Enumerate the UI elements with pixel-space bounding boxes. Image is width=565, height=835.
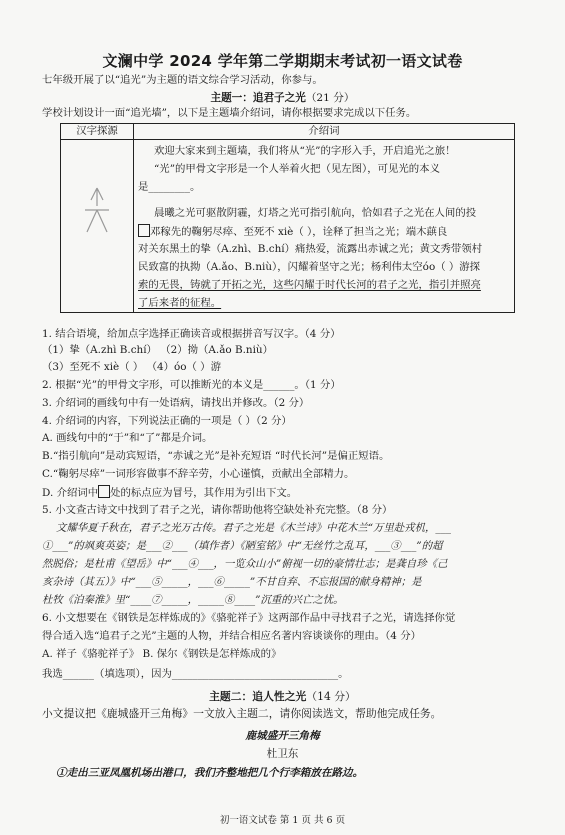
question-3: 3. 介绍词的画线句中有一处语病，请找出并修改。（2 分） [42,397,310,409]
question-4-option-d [42,485,297,500]
intro-line: 对关东黑土的挚（A.zhì、B.chí）痛热爱，流露出赤诚之光；黄文秀带领村 [138,243,483,255]
intro-text: 七年级开展了以“追光”为主题的语文综合学习活动，你参与。 [42,74,323,86]
exam-title: 文澜中学 2024 学年第二学期期末考试初一语文试卷 [102,52,463,70]
intro-line: 晨曦之光可驱散阴霾，灯塔之光可指引航向，恰如君子之光在人间的投 [154,207,477,219]
question-1-part-b: （3）至死不 xiè（ ） （4）óo（ ）游 [42,361,221,373]
question-4-option-a: A. 画线句中的“于”和“了”都是介词。 [42,432,213,444]
question-6-options: A. 祥子《骆驼祥子》 B. 保尔《钢铁是怎样炼成的》 [42,648,282,660]
table-header-origin: 汉字探源 [61,124,134,140]
article-author: 杜卫东 [266,748,299,760]
section2-score: （14 分） [306,690,356,703]
intro-line [138,224,447,239]
section1-heading [0,90,565,105]
intro-line: “光”的甲骨文字形是一个人举着火把（见左图），可见光的本义 [154,163,440,175]
section2-heading-text: 主题二：追人性之光 [209,690,307,703]
oracle-glyph-cell [61,140,134,313]
section1-desc: 学校计划设计一面“追光墙”，以下是主题墙介绍词，请你根据要求完成以下任务。 [42,107,417,119]
option-d-prefix: D. 介绍词中 [42,487,99,499]
question-5-line: 然脱俗；是杜甫《望岳》中“___④___，一览众山小”俯视一切的豪情壮志；是龚自珍《己 [42,558,448,570]
blank-box [98,485,110,498]
section1-score: （21 分） [305,92,355,104]
blank-box [138,224,150,237]
question-5-line: 亥杂诗（其五）》中“___⑤_____，___⑥_____”不甘自弃、不忘报国的献身精神；是 [42,576,422,588]
question-5-line: 杜牧《泊秦淮》里“____⑦_____，_____⑧____”沉重的兴亡之忧。 [42,594,344,606]
question-5: 5. 小文查古诗文中找到了君子之光，请你帮助他将空缺处补充完整。（8 分） [42,504,393,516]
question-6: 6. 小文想要在《钢铁是怎样炼成的》《骆驼祥子》这两部作品中寻找君子之光，请选择你觉 [42,612,456,624]
option-d-text: 处的标点应为冒号，其作用为引出下文。 [110,487,298,499]
intro-line: 欢迎大家来到主题墙，我们将从“光”的字形入手，开启追光之旅！ [154,145,456,157]
question-1-part-a: （1）挚（A.zhì B.chí） （2）拗（A.ǎo B.niù） [42,344,274,356]
intro-line: 民致富的执拗（A.ǎo、B.niù），闪耀着坚守之光；杨利伟太空óo（ ）游探 [138,261,481,273]
question-5-line: 文耀华夏千秋在，君子之光万古传。君子之光是《木兰诗》中花木兰“万里赴戎机，___ [56,522,451,534]
question-1: 1. 结合语境，给加点字选择正确读音或根据拼音写汉字。（4 分） [42,328,341,340]
intro-line-underlined: 了后来者的征程。 [138,297,222,309]
question-2: 2. 根据“光”的甲骨文字形，可以推断光的本义是______。（1 分） [42,379,341,391]
intro-table [60,123,515,313]
article-paragraph-1: ①走出三亚凤凰机场出港口，我们齐整地把几个行李箱放在路边。 [56,767,364,779]
intro-text-cell [134,140,515,313]
question-4: 4. 介绍词的内容，下列说法正确的一项是（ ）（2 分） [42,415,292,427]
oracle-bone-glyph-icon [61,180,133,240]
intro-line-text: 邓稼先的鞠躬尽瘁、至死不 xiè（ ），诠释了担当之光；端木蕻良 [150,226,448,238]
question-4-option-b: B.“指引航向”是动宾短语，“赤诚之光”是补充短语 “时代长河”是偏正短语。 [42,450,390,462]
section2-heading [0,689,565,704]
question-6-cont: 得合适入选“追君子之光”主题的人物，并结合相应名著内容谈谈你的理由。（4 分） [42,630,422,642]
table-header-intro: 介绍词 [134,124,515,140]
question-5-line: ①___”的飒爽英姿；是___②___（填作者）《陋室铭》中“无丝竹之乱耳，___③___”的超 [42,540,443,552]
question-4-option-c: C.“鞠躬尽瘁”一词形容做事不辞辛劳，小心谨慎，贡献出全部精力。 [42,468,355,480]
question-6-answer-line: 我选______（填选项），因为________________________________。 [42,668,349,680]
article-title: 鹿城盛开三角梅 [245,730,320,742]
intro-line-underlined: 索的无畏，铸就了开拓之光，这些闪耀于时代长河的君子之光，指引并照亮 [138,279,481,291]
section2-desc: 小文提议把《鹿城盛开三角梅》一文放入主题二，请你阅读选文，帮助他完成任务。 [42,707,442,720]
page-footer: 初一语文试卷 第 1 页 共 6 页 [219,815,346,826]
section1-heading-text: 主题一：追君子之光 [210,92,306,104]
intro-line: 是________。 [138,181,201,193]
